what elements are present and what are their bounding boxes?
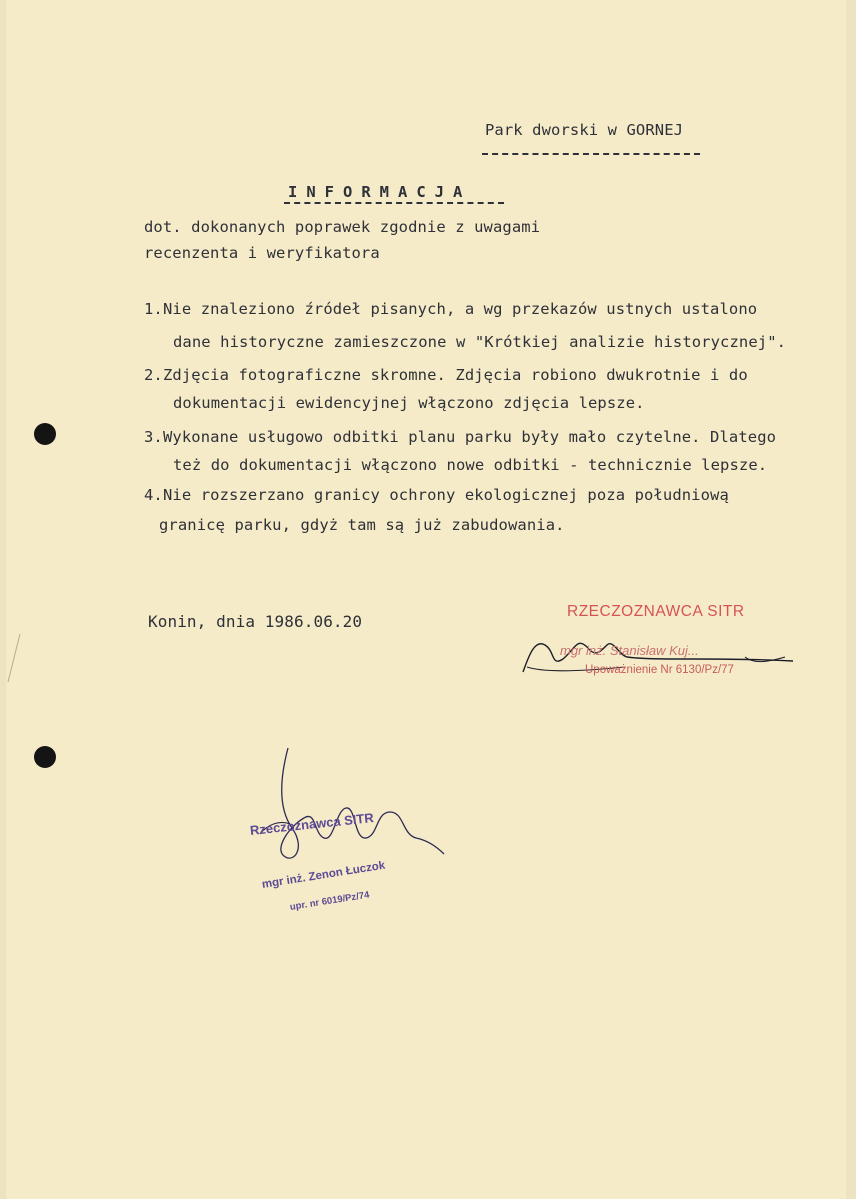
red-stamp-authorization: Upoważnienie Nr 6130/Pz/77 (585, 664, 734, 676)
item-1-line-2: dane historyczne zamieszczone w "Krótkiej analizie historycznej". (173, 333, 787, 351)
header-location: Park dworski w GORNEJ (485, 121, 684, 139)
document-title: INFORMACJA (288, 183, 472, 201)
item-2-number: 2. (144, 366, 163, 384)
punch-hole-bottom (34, 746, 56, 768)
item-1-number: 1. (144, 300, 163, 318)
red-stamp-name: mgr inż. Stanisław Kuj... (560, 643, 699, 658)
purple-stamp-authorization: upr. nr 6019/Pz/74 (289, 889, 371, 913)
item-4-line-2: granicę parku, gdyż tam są już zabudowania. (159, 516, 565, 534)
item-2-line-2: dokumentacji ewidencyjnej włączono zdjęcia lepsze. (173, 394, 645, 412)
purple-stamp-name: mgr inż. Zenon Łuczok (261, 859, 386, 891)
subtitle-line-2: recenzenta i weryfikatora (144, 244, 380, 262)
left-margin-mark (4, 628, 24, 688)
page-left-edge (0, 0, 6, 1199)
subtitle-line-1: dot. dokonanych poprawek zgodnie z uwagami (144, 218, 541, 236)
punch-hole-top (34, 423, 56, 445)
header-underline (482, 153, 700, 155)
item-4-number: 4. (144, 486, 163, 504)
purple-signature-stroke (250, 738, 450, 878)
purple-stamp-title: Rzeczoznawca SITR (249, 810, 375, 838)
red-stamp-title: RZECZOZNAWCA SITR (567, 603, 745, 620)
item-3-number: 3. (144, 428, 163, 446)
item-4-line-1: Nie rozszerzano granicy ochrony ekologicznej poza południową (163, 486, 729, 504)
item-1-line-1: Nie znaleziono źródeł pisanych, a wg przekazów ustnych ustalono (163, 300, 758, 318)
item-3-line-2: też do dokumentacji włączono nowe odbitki - technicznie lepsze. (173, 456, 768, 474)
item-3-line-1: Wykonane usługowo odbitki planu parku były mało czytelne. Dlatego (163, 428, 777, 446)
page-right-edge (846, 0, 856, 1199)
item-2-line-1: Zdjęcia fotograficzne skromne. Zdjęcia robiono dwukrotnie i do (163, 366, 748, 384)
place-date: Konin, dnia 1986.06.20 (148, 612, 363, 631)
title-underline (284, 202, 504, 204)
